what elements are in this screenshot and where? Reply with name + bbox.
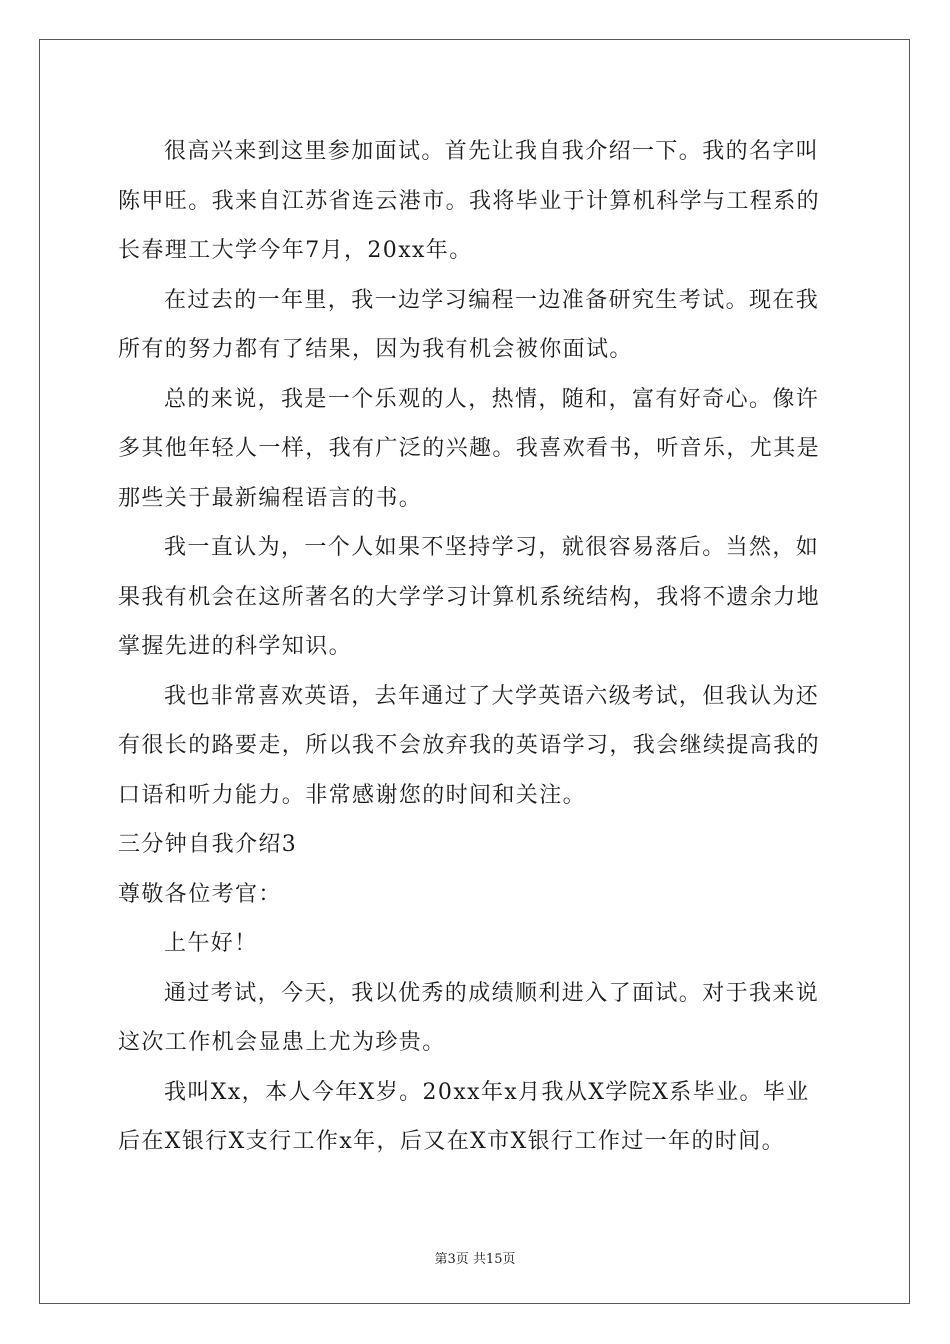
- text-line: 多其他年轻人一样，我有广泛的兴趣。我喜欢看书，听音乐，尤其是: [118, 436, 821, 461]
- text-line: 那些关于最新编程语言的书。: [118, 485, 423, 511]
- text-line: 通过考试，今天，我以优秀的成绩顺利进入了面试。对于我来说: [164, 980, 820, 1006]
- section-heading: 三分钟自我介绍3: [118, 832, 298, 857]
- text-line: 有很长的路要走，所以我不会放弃我的英语学习，我会继续提高我的: [118, 733, 821, 758]
- text-line: 果我有机会在这所著名的大学学习计算机系统结构，我将不遗余力地: [118, 584, 821, 610]
- text-line: 后在X银行X支行工作x年，后又在X市X银行工作过一年的时间。: [118, 1129, 786, 1154]
- text-line: 总的来说，我是一个乐观的人，热情，随和，富有好奇心。像许: [164, 386, 820, 412]
- text-line: 我叫Xx，本人今年X岁。20xx年x月我从X学院X系毕业。毕业: [164, 1079, 810, 1105]
- salutation: 尊敬各位考官：: [118, 881, 282, 907]
- text-line: 在过去的一年里，我一边学习编程一边准备研究生考试。现在我: [164, 287, 820, 313]
- text-line: 这次工作机会显患上尤为珍贵。: [118, 1030, 446, 1055]
- document-body: [118, 127, 834, 1167]
- text-line: 口语和听力能力。非常感谢您的时间和关注。: [118, 782, 587, 808]
- text-line: 掌握先进的科学知识。: [118, 634, 353, 659]
- text-line: 所有的努力都有了结果，因为我有机会被你面试。: [118, 337, 633, 362]
- text-line: 我也非常喜欢英语，去年通过了大学英语六级考试，但我认为还: [164, 683, 820, 709]
- text-line: 很高兴来到这里参加面试。首先让我自我介绍一下。我的名字叫: [164, 139, 820, 164]
- greeting: 上午好！: [164, 931, 258, 956]
- text-line: 我一直认为，一个人如果不坚持学习，就很容易落后。当然，如: [164, 535, 820, 560]
- text-line: 陈甲旺。我来自江苏省连云港市。我将毕业于计算机科学与工程系的: [118, 188, 821, 214]
- page-number-footer: 第3页 共15页: [434, 1252, 516, 1267]
- text-line: 长春理工大学今年7月，20xx年。: [118, 238, 473, 263]
